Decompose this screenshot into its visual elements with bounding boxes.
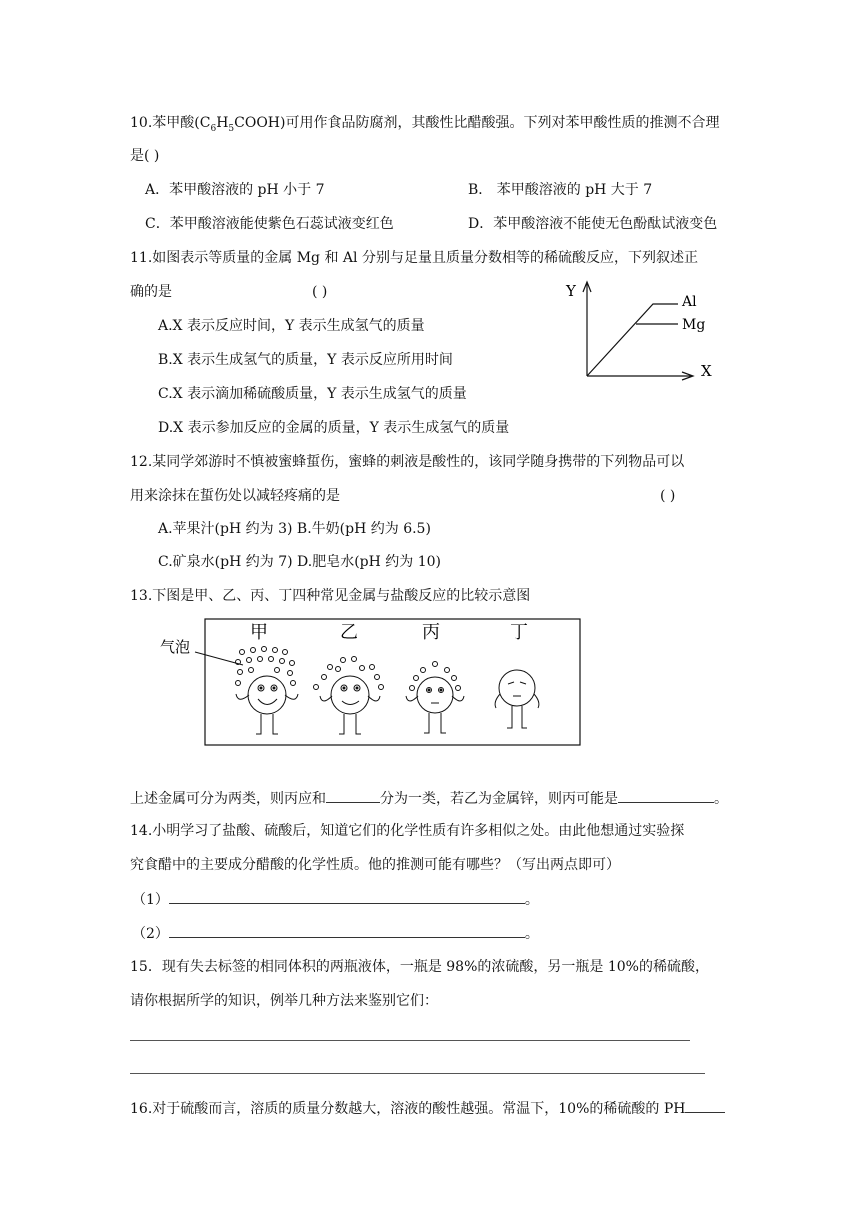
al-line <box>587 304 678 376</box>
q14-stem-line1: 14.小明学习了盐酸、硫酸后，知道它们的化学性质有许多相似之处。由此他想通过实验探 <box>130 823 685 839</box>
q13-blank-2[interactable] <box>618 788 714 803</box>
q11-option-c: C.X 表示滴加稀硫酸质量，Y 表示生成氢气的质量 <box>158 386 467 402</box>
q10-option-b: B． 苯甲酸溶液的 pH 大于 7 <box>468 182 653 198</box>
graph-x-label: X <box>701 362 712 380</box>
graph-al-label: Al <box>682 294 697 310</box>
q14-item-1: （1） 。 <box>132 889 539 910</box>
bubble-label: 气泡 <box>160 638 191 656</box>
q13-blank-1[interactable] <box>326 788 380 803</box>
figure-yi <box>314 657 384 735</box>
figure-bing <box>406 662 464 734</box>
q11-option-b: B.X 表示生成氢气的质量，Y 表示反应所用时间 <box>158 352 453 368</box>
graph-y-label: Y <box>566 282 576 300</box>
q16-stem: 16.对于硫酸而言，溶质的质量分数越大，溶液的酸性越强。常温下，10%的稀硫酸的 PH <box>130 1098 725 1119</box>
q10-option-a: A．苯甲酸溶液的 pH 小于 7 <box>145 182 325 198</box>
metal-jia: 甲 <box>250 622 268 643</box>
q15-stem-line1: 15．现有失去标签的相同体积的两瓶液体，一瓶是 98%的浓硫酸，另一瓶是 10%的稀硫酸， <box>130 959 709 975</box>
metal-yi: 乙 <box>340 622 358 643</box>
figure-jia <box>236 647 299 735</box>
q13-stem: 13.下图是甲、乙、丙、丁四种常见金属与盐酸反应的比较示意图 <box>130 588 531 604</box>
q15-answer-line-1[interactable] <box>130 1040 690 1041</box>
q13-answer-line: 上述金属可分为两类，则丙应和 分为一类，若乙为金属锌，则丙可能是 。 <box>130 788 728 809</box>
q11-graph <box>560 276 720 386</box>
q11-answer-paren: ( ) <box>312 284 328 300</box>
q11-stem-line2: 确的是 <box>130 284 172 300</box>
q11-option-a: A.X 表示反应时间，Y 表示生成氢气的质量 <box>158 318 425 334</box>
q14-stem-line2: 究食醋中的主要成分醋酸的化学性质。他的推测可能有哪些？（写出两点即可） <box>130 857 620 873</box>
figure-ding <box>495 670 539 728</box>
metal-bing: 丙 <box>422 622 440 643</box>
q10-stem-line1: 10.苯甲酸$(C_6H_5COOH)$可用作食品防腐剂，其酸性比醋酸强。下列对苯甲酸性质的推测不合理 <box>130 115 720 134</box>
q12-options-ab: A.苹果汁(pH 约为 3) B.牛奶(pH 约为 6.5) <box>158 521 431 537</box>
q16-blank[interactable] <box>685 1098 725 1113</box>
bubbles-yi <box>314 657 384 690</box>
bubbles-bing <box>410 662 461 691</box>
q15-answer-line-2[interactable] <box>130 1073 705 1074</box>
q14-blank-2[interactable] <box>169 923 525 938</box>
q10-option-d: D．苯甲酸溶液不能使无色酚酞试液变色 <box>468 216 718 232</box>
q11-option-d: D.X 表示参加反应的金属的质量，Y 表示生成氢气的质量 <box>158 420 510 436</box>
q14-blank-1[interactable] <box>169 889 525 904</box>
q15-stem-line2: 请你根据所学的知识，例举几种方法来鉴别它们： <box>130 993 438 1009</box>
q12-answer-paren: ( ) <box>660 488 676 504</box>
q10-stem-line2: 是( ) <box>130 148 160 164</box>
q13-figure <box>150 616 590 750</box>
q12-options-cd: C.矿泉水(pH 约为 7) D.肥皂水(pH 约为 10) <box>158 554 442 570</box>
metal-ding: 丁 <box>510 622 528 643</box>
q14-item-2: （2） 。 <box>132 923 539 944</box>
q12-stem-line2: 用来涂抹在蜇伤处以减轻疼痛的是 <box>130 488 340 504</box>
bubbles-jia <box>236 647 296 686</box>
q12-stem-line1: 12.某同学郊游时不慎被蜜蜂蜇伤，蜜蜂的刺液是酸性的，该同学随身携带的下列物品可以 <box>130 454 685 470</box>
graph-mg-label: Mg <box>682 317 706 333</box>
q10-option-c: C．苯甲酸溶液能使紫色石蕊试液变红色 <box>145 216 394 232</box>
q11-stem-line1: 11.如图表示等质量的金属 Mg 和 Al 分别与足量且质量分数相等的稀硫酸反应，下列叙述正 <box>130 250 698 266</box>
